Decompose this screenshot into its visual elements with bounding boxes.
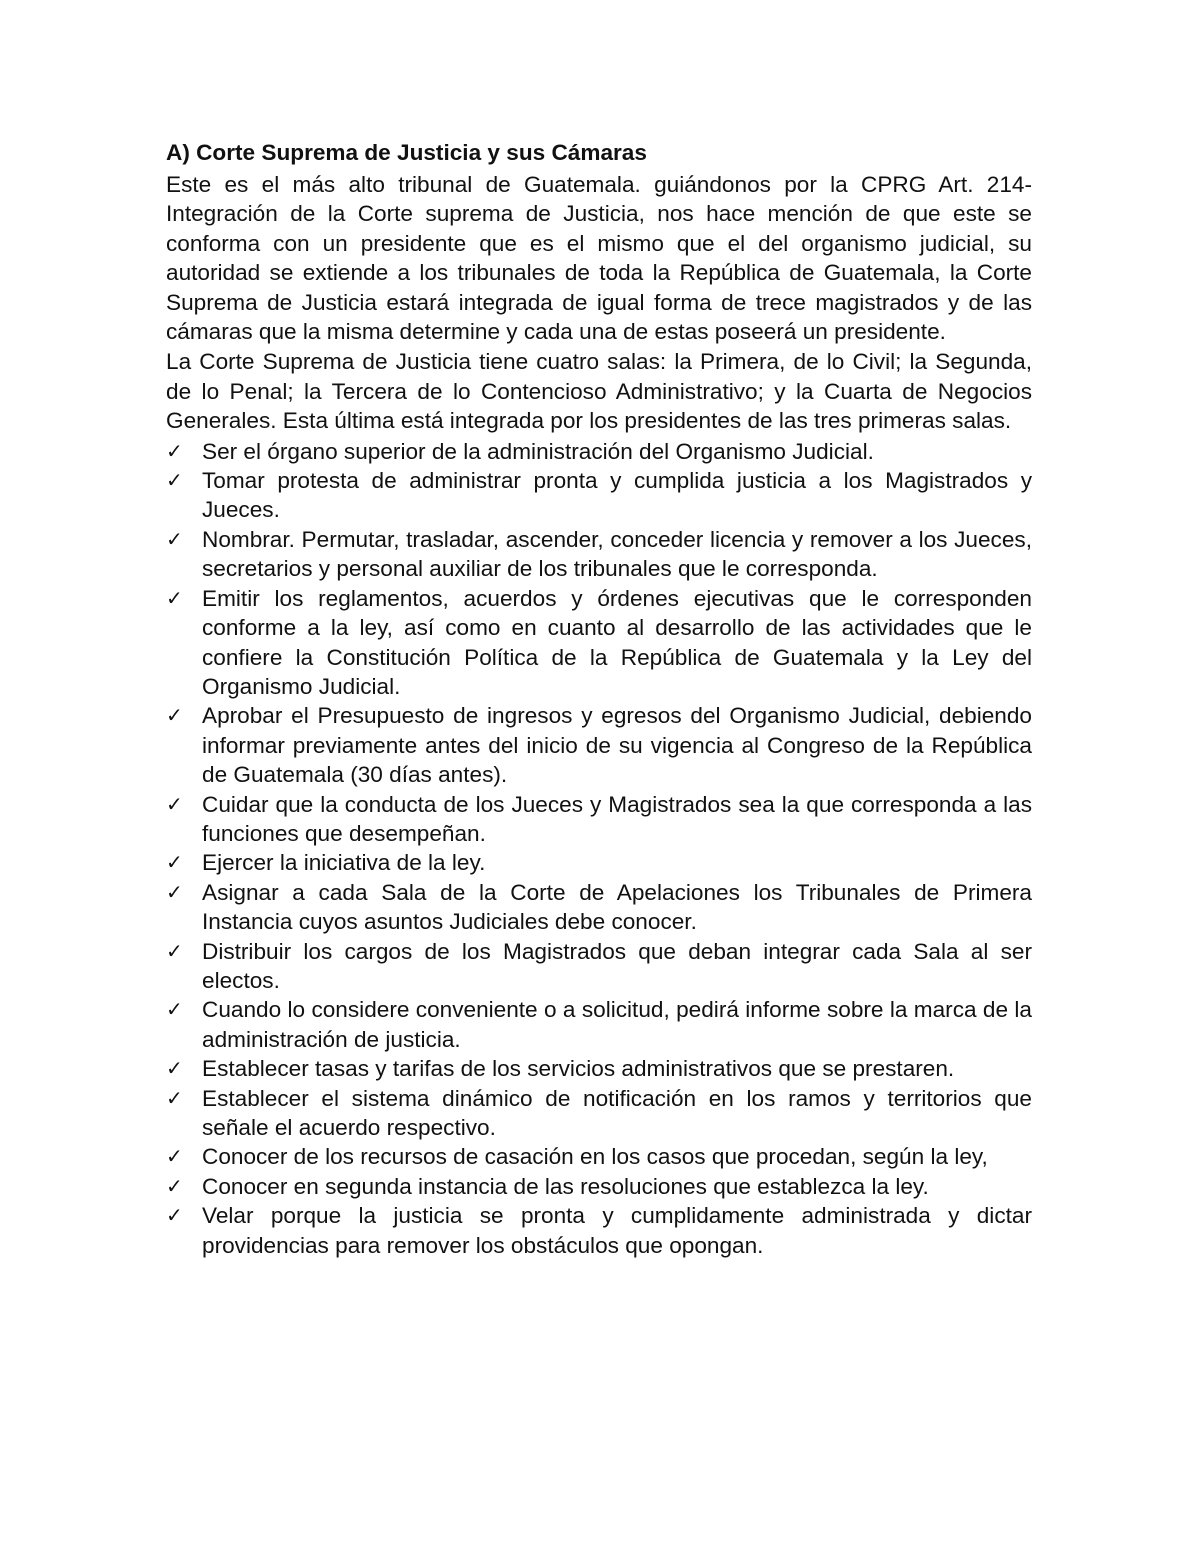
list-item-text: Ejercer la iniciativa de la ley. <box>202 850 486 876</box>
checkmark-icon: ✓ <box>166 1056 183 1081</box>
checkmark-icon: ✓ <box>166 1203 183 1228</box>
list-item-text: Distribuir los cargos de los Magistrados que deban integrar cada Sala al ser electos. <box>202 938 1032 993</box>
list-item <box>166 1201 1032 1260</box>
list-item <box>166 701 1032 789</box>
functions-checklist <box>166 437 1032 1260</box>
checkmark-icon: ✓ <box>166 703 183 728</box>
checkmark-icon: ✓ <box>166 997 183 1022</box>
list-item-text: Conocer en segunda instancia de las resoluciones que establezca la ley. <box>202 1173 929 1199</box>
section-heading: A) Corte Suprema de Justicia y sus Cámaras <box>166 140 647 165</box>
list-item-text: Cuidar que la conducta de los Jueces y Magistrados sea la que corresponda a las funciones que desempeñan. <box>202 791 1032 846</box>
list-item <box>166 525 1032 584</box>
list-item-text: Aprobar el Presupuesto de ingresos y egresos del Organismo Judicial, debiendo informar previamente antes del inicio de su vigencia al Congreso de la República de Guatemala (30 días antes). <box>202 703 1032 788</box>
list-item-text: Velar porque la justicia se pronta y cumplidamente administrada y dictar providencias para remover los obstáculos que opongan. <box>202 1203 1032 1258</box>
list-item-text: Emitir los reglamentos, acuerdos y órdenes ejecutivas que le corresponden conforme a la ley, así como en cuanto al desarrollo de las actividades que le confiere la Constitución Política de la República de Guatemala y la Ley del Organismo Judicial. <box>202 585 1032 699</box>
list-item <box>166 1142 1032 1171</box>
checkmark-icon: ✓ <box>166 468 183 493</box>
checkmark-icon: ✓ <box>166 438 183 463</box>
list-item-text: Tomar protesta de administrar pronta y cumplida justicia a los Magistrados y Jueces. <box>202 468 1032 523</box>
paragraph-intro: Este es el más alto tribunal de Guatemala. guiándonos por la CPRG Art. 214- Integración de la Corte suprema de Justicia, nos hace mención de que este se conforma con un presidente que es el mismo que el del organismo judicial, su autoridad se extiende a los tribunales de toda la República de Guatemala, la Corte Suprema de Justicia estará integrada de igual forma de trece magistrados y de las cámaras que la misma determine y cada una de estas poseerá un presidente. <box>166 172 1032 345</box>
list-item-text: Nombrar. Permutar, trasladar, ascender, conceder licencia y remover a los Jueces, secretarios y personal auxiliar de los tribunales que le corresponda. <box>202 526 1032 582</box>
list-item <box>166 466 1032 525</box>
document-page <box>166 138 1032 1260</box>
list-item <box>166 878 1032 937</box>
list-item-text: Establecer el sistema dinámico de notificación en los ramos y territorios que señale el acuerdo respectivo. <box>202 1085 1032 1140</box>
list-item <box>166 995 1032 1054</box>
paragraph-salas: La Corte Suprema de Justicia tiene cuatro salas: la Primera, de lo Civil; la Segunda, de lo Penal; la Tercera de lo Contencioso Administrativo; y la Cuarta de Negocios Generales. Esta última está integrada por los presidentes de las tres primeras salas. <box>166 349 1032 434</box>
checkmark-icon: ✓ <box>166 850 183 875</box>
list-item-text: Conocer de los recursos de casación en los casos que procedan, según la ley, <box>202 1144 988 1170</box>
list-item <box>166 1172 1032 1201</box>
checkmark-icon: ✓ <box>166 1173 183 1198</box>
checkmark-icon: ✓ <box>166 1144 183 1169</box>
checkmark-icon: ✓ <box>166 938 183 963</box>
list-item <box>166 437 1032 466</box>
list-item <box>166 1054 1032 1083</box>
list-item <box>166 848 1032 877</box>
list-item-text: Establecer tasas y tarifas de los servicios administrativos que se prestaren. <box>202 1056 955 1082</box>
checkmark-icon: ✓ <box>166 585 183 610</box>
checkmark-icon: ✓ <box>166 1085 183 1110</box>
list-item-text: Ser el órgano superior de la administración del Organismo Judicial. <box>202 438 874 464</box>
checkmark-icon: ✓ <box>166 526 183 551</box>
list-item <box>166 1084 1032 1143</box>
checkmark-icon: ✓ <box>166 791 183 816</box>
list-item <box>166 937 1032 996</box>
checkmark-icon: ✓ <box>166 879 183 904</box>
list-item-text: Cuando lo considere conveniente o a solicitud, pedirá informe sobre la marca de la administración de justicia. <box>202 997 1032 1052</box>
list-item-text: Asignar a cada Sala de la Corte de Apelaciones los Tribunales de Primera Instancia cuyos asuntos Judiciales debe conocer. <box>202 879 1032 935</box>
list-item <box>166 584 1032 702</box>
list-item <box>166 790 1032 849</box>
